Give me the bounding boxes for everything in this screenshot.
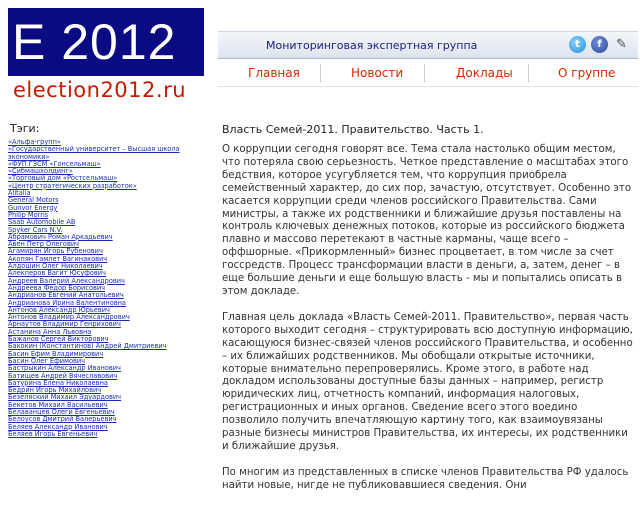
tag-link[interactable]: Басин Олег Ефимович	[8, 356, 86, 365]
tag-link[interactable]: Gunvor Energy	[8, 203, 58, 212]
tag-link[interactable]: Беляев Александр Иванович	[8, 422, 108, 431]
twitter-icon[interactable]: t	[569, 36, 586, 53]
tag-link[interactable]: Андрианов Евгений Анатольевич	[8, 291, 124, 300]
tag-link[interactable]: Alitalia	[8, 189, 31, 198]
tag-link[interactable]: Spyker Cars N.V.	[8, 225, 63, 234]
nav-separator	[528, 64, 529, 82]
article-paragraph: О коррупции сегодня говорят все. Тема стала настолько общим местом, что потеряла свою серьезность. Четкое представление о масштабах этого бедствия, которое усугубляется тем, что коррупция приобрела семейственный характер, до сих пор, зачастую, отсутствует. Особенно это касается коррупции среди членов российского Правительства. Сами министры, а также их родственники и ближайшие друзья поставлены на контроль ключевых денежных потоков, которые из российского бюджета плавно и массово перетекают в частные карманы, чаще всего – оффшорные. «Прикормленный» бизнес процветает, в том числе за счет госсредств. Процесс трансформации власти в деньги, а, затем, денег – в еще большие деньги и еще большую власть - мы и попытались описать в этом докладе.	[222, 144, 632, 297]
tag-link[interactable]: Алдошин Олег Николаевич	[8, 262, 103, 271]
tag-link[interactable]: Бекетов Михаил Васильевич	[8, 400, 108, 409]
tag-link[interactable]: Батищев Андрей Вячеславович	[8, 371, 118, 380]
tag-link[interactable]: Бакокин (Константинов) Андрей Дмитриевич	[8, 342, 167, 351]
tag-link[interactable]: Saab Automobile AB	[8, 218, 76, 227]
tag-link[interactable]: Андреев Валерий Александрович	[8, 276, 125, 285]
tag-link[interactable]: Безеляский Михаил Эдуардович	[8, 393, 122, 402]
tag-link[interactable]: Андреева Федор Борисович	[8, 283, 106, 292]
article-paragraph: Главная цель доклада «Власть Семей-2011. Правительство», первая часть которого выходит сегодня – структурировать всю доступную информацию, касающуюся бизнес-связей членов российского Правительства, и особенно – их ближайших родственников. Мы обобщали открытые источники, которые внимательно перепроверялись. Кроме этого, в работе над докладом использованы доступные базы данных – например, регистр юридических лиц, отчетность компаний, информация налоговых, регистрационных и иных органов. Сведение всего этого воедино позволило получить впечатляющую картину того, как взаимоувязаны разные бизнесы министров Правительства, их интересы, их родственники и ближайшие друзья.	[222, 311, 633, 452]
article-paragraph: По многим из представленных в списке членов Правительства РФ удалось найти новые, нигде не публиковавшиеся сведения. Они	[222, 466, 629, 491]
nav-home[interactable]: Главная	[248, 66, 300, 80]
tag-link[interactable]: Андрианова Ирина Валентиновна	[8, 298, 126, 307]
nav-underline	[218, 86, 638, 87]
tag-link[interactable]: Philip Morris	[8, 210, 49, 219]
tag-link[interactable]: Агамирян Игорь Рубенович	[8, 247, 103, 256]
article-body	[222, 144, 634, 506]
tag-link[interactable]: «ФУП ГЗСМ «Гонсельмаш»	[8, 159, 101, 168]
facebook-icon[interactable]: f	[591, 36, 608, 53]
logo-text: E 2012	[12, 14, 177, 70]
tag-link[interactable]: Бедрин Игорь Михайлович	[8, 386, 102, 395]
tags-list	[8, 139, 208, 438]
tag-link[interactable]: Белаванцев Олеги Евгеньевич	[8, 407, 115, 416]
tag-link[interactable]: Антонов Александр Юрьевич	[8, 305, 110, 314]
tag-link[interactable]: Белоусов Дмитрий Валерьевич	[8, 415, 117, 424]
tag-link[interactable]: «Центр стратегических разработок»	[8, 181, 137, 190]
tag-link[interactable]: «Сибмашхолдинг»	[8, 167, 73, 176]
site-url-link[interactable]: election2012.ru	[13, 78, 187, 102]
nav-about[interactable]: О группе	[558, 66, 616, 80]
nav-news[interactable]: Новости	[351, 66, 404, 80]
tag-link[interactable]: «Государственный университет – Высшая школа экономики»	[8, 145, 180, 161]
pen-icon[interactable]: ✎	[616, 37, 627, 52]
tag-link[interactable]: Бажанов Сергей Викторович	[8, 335, 109, 344]
tag-link[interactable]: Абрамович Роман Аркадьевич	[8, 232, 113, 241]
header-bar	[218, 31, 638, 59]
tag-link[interactable]: Арнаутов Владимир Генрихович	[8, 320, 121, 329]
tag-link[interactable]: General Motors	[8, 196, 59, 205]
tags-heading: Тэги:	[10, 122, 40, 135]
article-title: Власть Семей-2011. Правительство. Часть 1.	[222, 123, 484, 136]
tag-link[interactable]: Акопян Гамлет Вагинакович	[8, 254, 108, 263]
tag-link[interactable]: «Альфа-групп»	[8, 138, 61, 146]
nav-separator	[320, 64, 321, 82]
tag-link[interactable]: «Торговый дом «Ростсельмаш»	[8, 174, 118, 183]
logo-box[interactable]	[8, 8, 204, 76]
tag-link[interactable]: Антонов Владимир Александрович	[8, 313, 130, 322]
header-title: Мониторинговая экспертная группа	[266, 39, 478, 52]
nav-reports[interactable]: Доклады	[456, 66, 513, 80]
nav-separator	[424, 64, 425, 82]
tag-link[interactable]: Авен Петр Олегович	[8, 240, 80, 249]
tag-link[interactable]: Батурина Елена Николаевна	[8, 378, 108, 387]
tag-link[interactable]: Астанина Анна Львовна	[8, 327, 92, 336]
tag-link[interactable]: Бастрыкин Александр Иванович	[8, 364, 121, 373]
tag-link[interactable]: Басин Ефим Владимирович	[8, 349, 104, 358]
tag-link[interactable]: Беляев Игорь Евгеньевич	[8, 429, 98, 438]
tag-link[interactable]: Алекперов Вагит Юсуфович	[8, 269, 106, 278]
